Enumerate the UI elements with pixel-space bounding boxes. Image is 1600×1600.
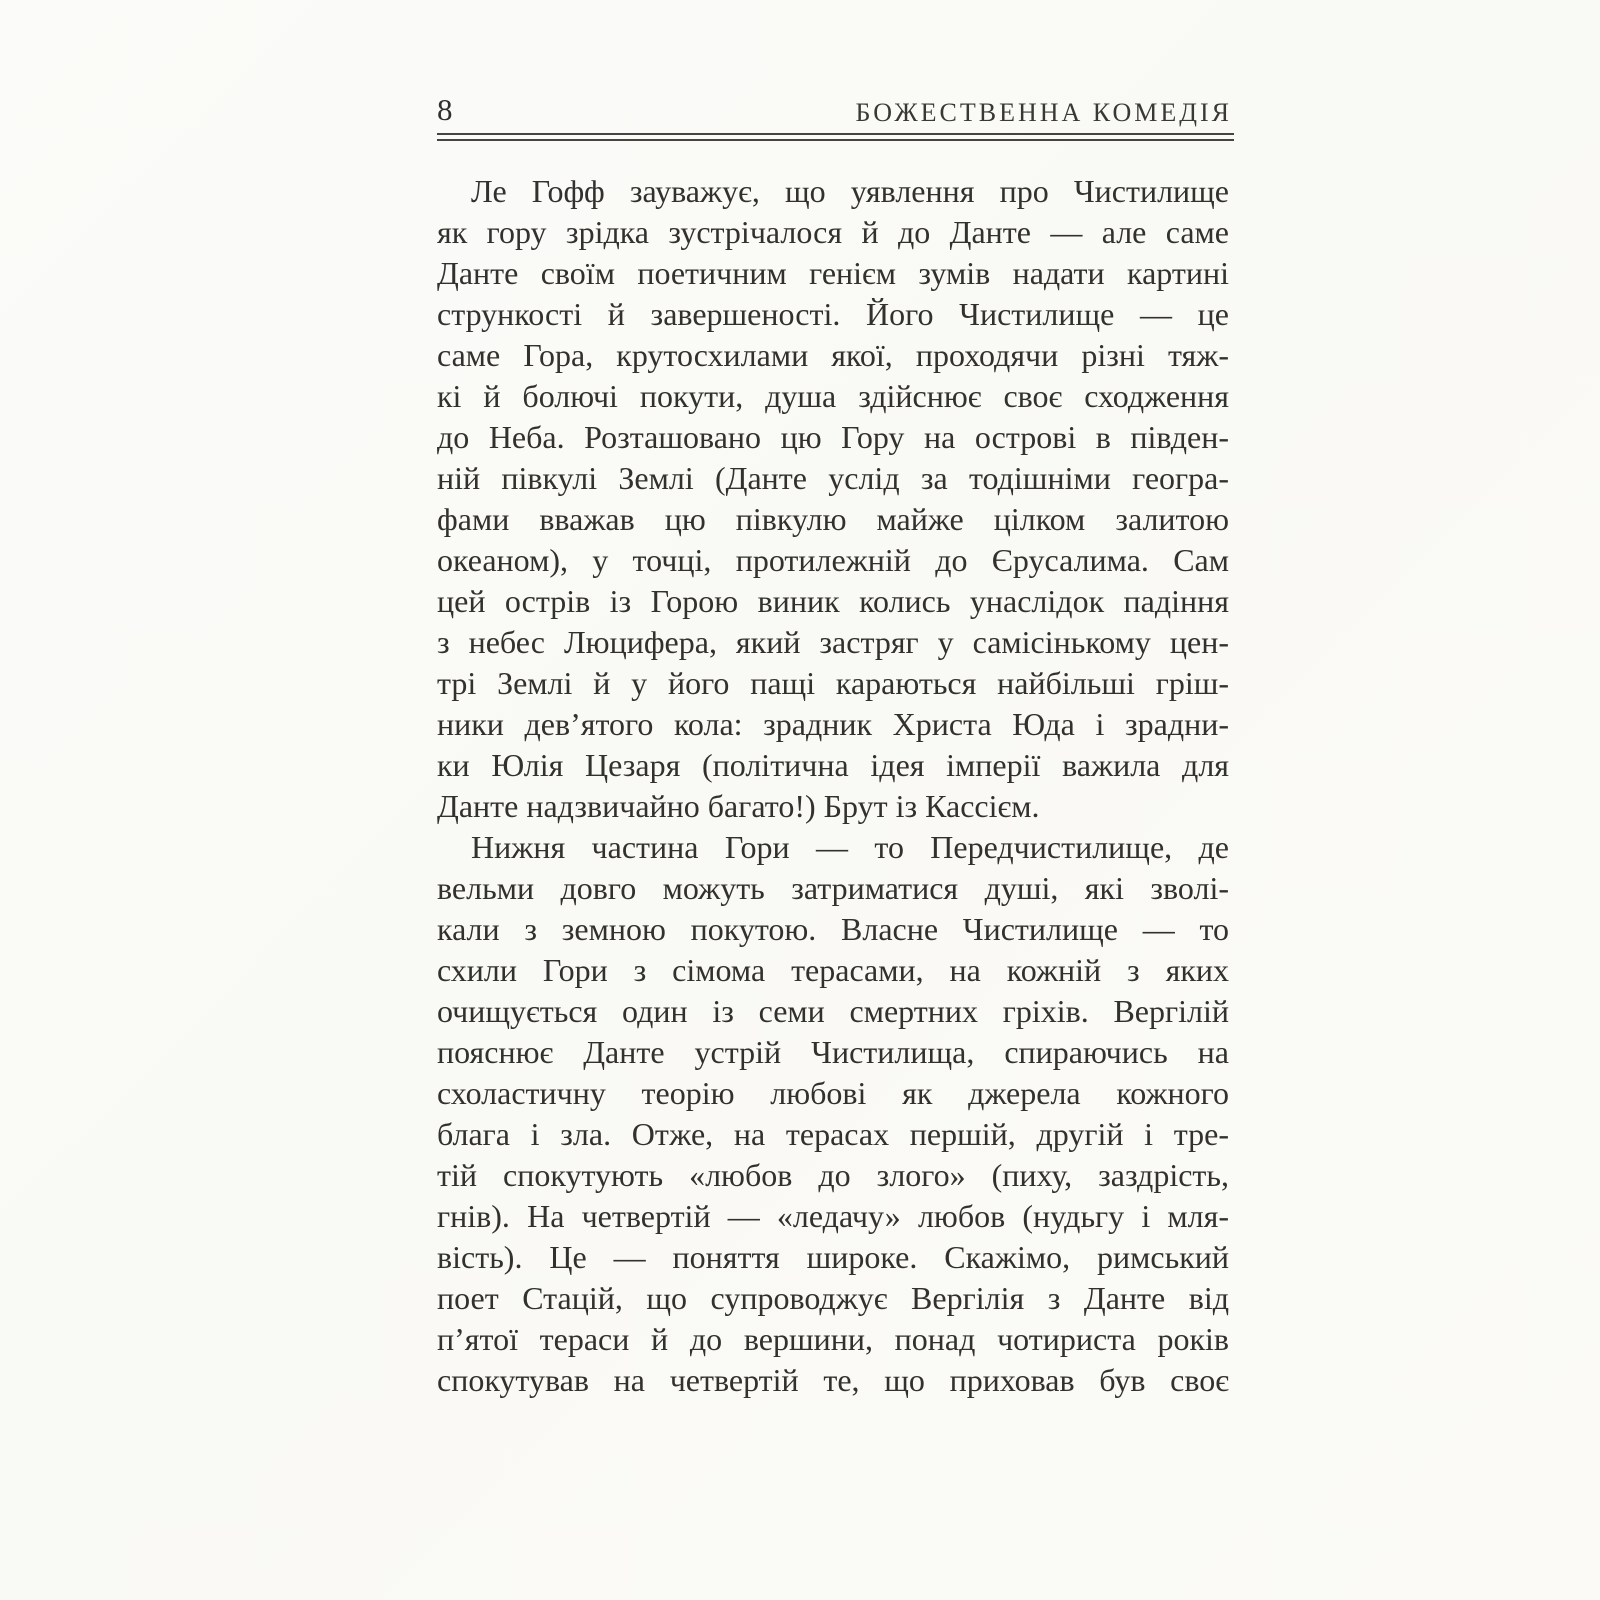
text-line: тій спокутують «любов до злого» (пиху, заздрість, — [437, 1157, 1229, 1193]
text-line: вельми довго можуть затриматися душі, які зволі- — [437, 870, 1229, 906]
text-line: схили Гори з сімома терасами, на кожній з яких — [437, 952, 1229, 988]
text-line: ній півкулі Землі (Данте услід за тодішніми геогра- — [437, 460, 1229, 496]
text-line: блага і зла. Отже, на терасах першій, другій і тре- — [437, 1116, 1229, 1152]
text-line: цей острів із Горою виник колись унаслідок падіння — [437, 583, 1229, 619]
text-line: схоластичну теорію любові як джерела кожного — [437, 1075, 1229, 1111]
text-line: кі й болючі покути, душа здійснює своє сходження — [437, 378, 1229, 414]
text-line: фами вважав цю півкулю майже цілком залитою — [437, 501, 1229, 537]
text-line: спокутував на четвертій те, що приховав був своє — [437, 1362, 1229, 1398]
text-line: трі Землі й у його пащі караються найбільші гріш- — [437, 665, 1229, 701]
text-line: стрункості й завершеності. Його Чистилище — це — [437, 296, 1229, 332]
page-header — [437, 92, 1232, 132]
text-line: ки Юлія Цезаря (політична ідея імперії важила для — [437, 747, 1229, 783]
page-number: 8 — [437, 92, 453, 127]
text-line: Нижня частина Гори — то Передчистилище, де — [471, 829, 1229, 865]
text-line: пояснює Данте устрій Чистилища, спираючись на — [437, 1034, 1229, 1070]
text-line: до Неба. Розташовано цю Гору на острові в півден- — [437, 419, 1229, 455]
text-line: Ле Гофф зауважує, що уявлення про Чистилище — [471, 173, 1229, 209]
text-line: п’ятої тераси й до вершини, понад чотириста років — [437, 1321, 1229, 1357]
paragraph — [437, 171, 1229, 827]
text-line: Данте своїм поетичним генієм зумів надати картині — [437, 255, 1229, 291]
text-line: вість). Це — поняття широке. Скажімо, римський — [437, 1239, 1229, 1275]
text-line: з небес Люцифера, який застряг у самісінькому цен- — [437, 624, 1229, 660]
paragraph — [437, 827, 1229, 1401]
text-block — [437, 171, 1229, 1401]
text-line: очищується один із семи смертних гріхів. Вергілій — [437, 993, 1229, 1029]
text-line: саме Гора, крутосхилами якої, проходячи різні тяж- — [437, 337, 1229, 373]
text-line: Данте надзвичайно багато!) Брут із Кассієм. — [437, 788, 1040, 824]
text-line: гнів). На четвертій — «ледачу» любов (нудьгу і мля- — [437, 1198, 1229, 1234]
text-line: як гору зрідка зустрічалося й до Данте — але саме — [437, 214, 1229, 250]
text-line: поет Стацій, що супроводжує Вергілія з Данте від — [437, 1280, 1229, 1316]
text-line: кали з земною покутою. Власне Чистилище — то — [437, 911, 1229, 947]
header-rule — [437, 133, 1234, 141]
text-line: ники дев’ятого кола: зрадник Христа Юда і зрадни- — [437, 706, 1229, 742]
text-line: океаном), у точці, протилежній до Єрусалима. Сам — [437, 542, 1229, 578]
running-head: БОЖЕСТВЕННА КОМЕДІЯ — [855, 98, 1232, 127]
